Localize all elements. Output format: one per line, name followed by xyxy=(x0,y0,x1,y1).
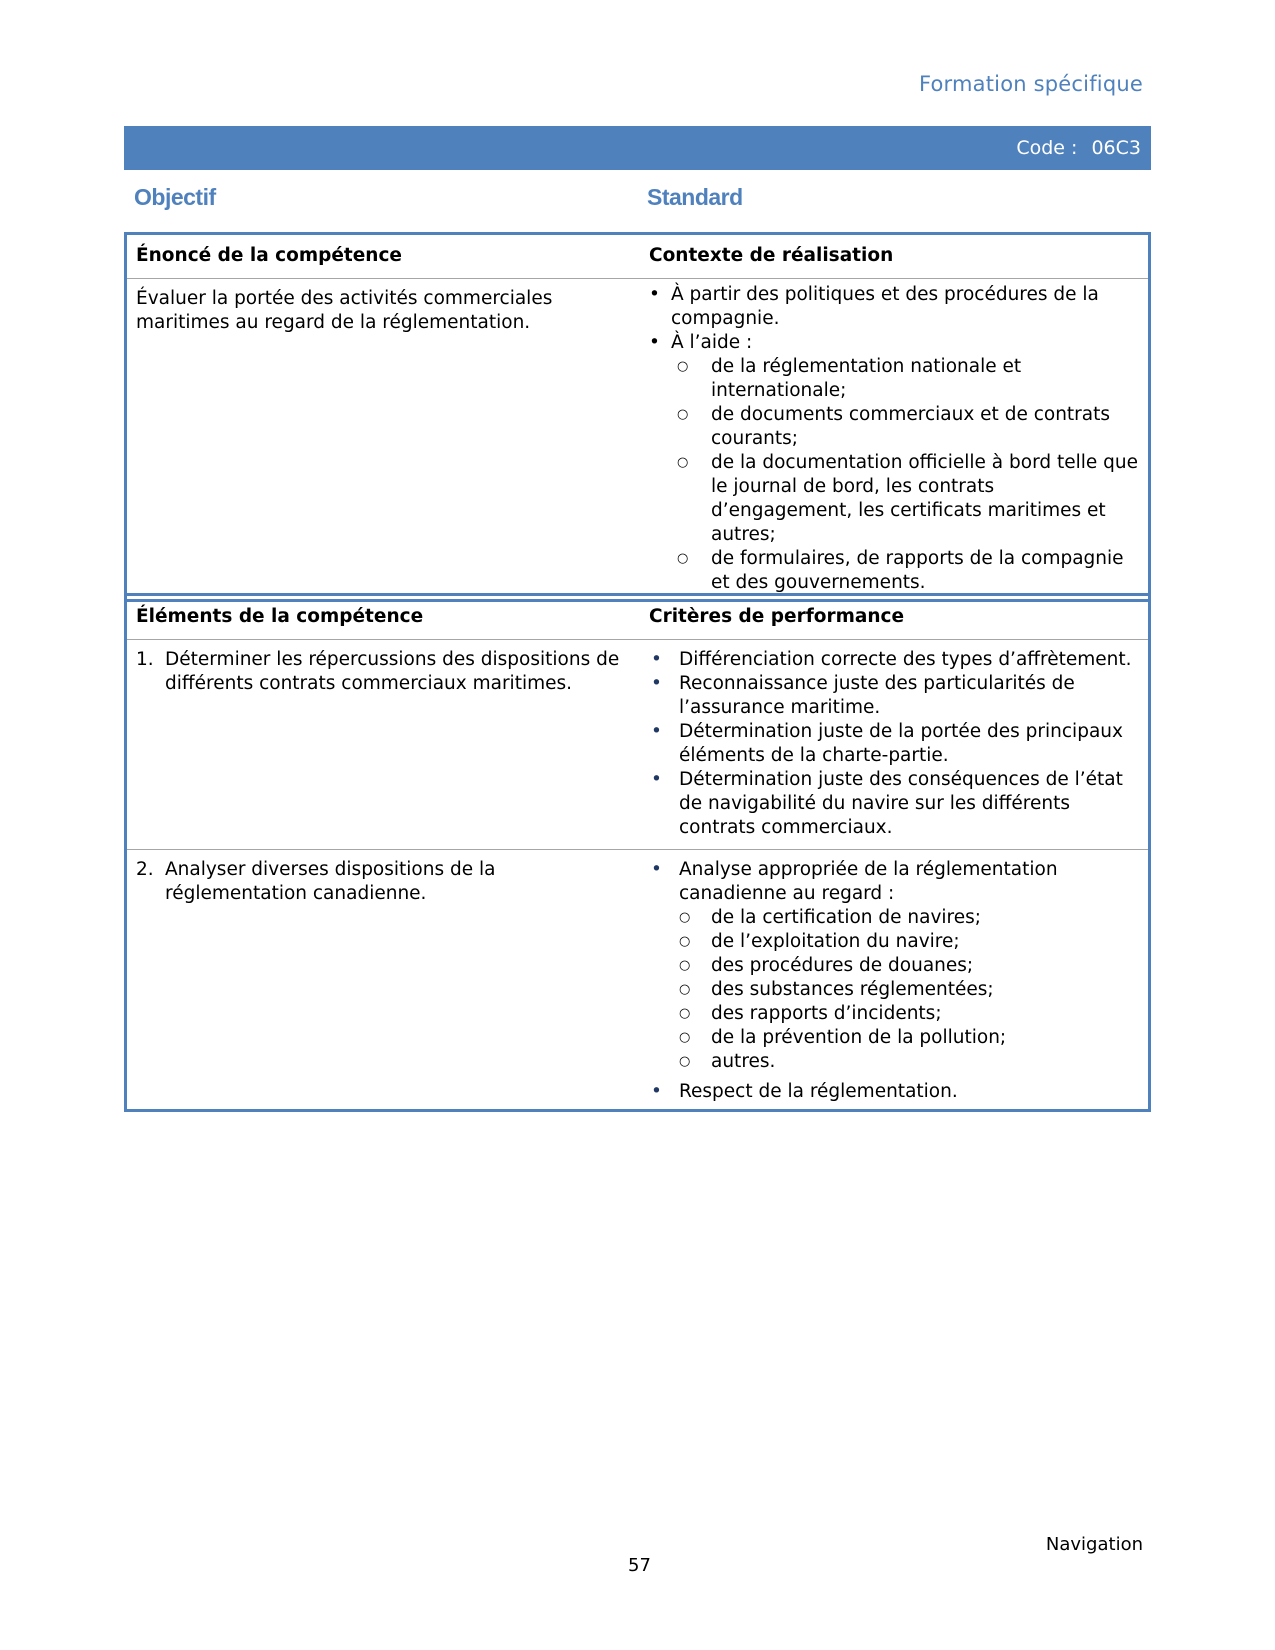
code-label: Code : xyxy=(1016,137,1078,159)
competence-statement: Évaluer la portée des activités commerciales maritimes au regard de la réglementation. xyxy=(136,288,553,333)
header-criteres: Critères de performance xyxy=(640,595,1150,640)
list-item: • Reconnaissance juste des particularités de l’assurance maritime. xyxy=(649,672,1138,720)
sub-list-item: ○ autres. xyxy=(679,1050,1138,1074)
header-elements: Éléments de la compétence xyxy=(126,595,641,640)
sub-list-item: ○ de la prévention de la pollution; xyxy=(679,1026,1138,1050)
section-objectif: Objectif xyxy=(134,184,216,210)
criteria-list-2 xyxy=(649,858,1138,1104)
sub-list-item: ○ des substances réglementées; xyxy=(679,978,1138,1002)
list-item: • Analyse appropriée de la réglementation canadienne au regard : ○ de la certification de navires; ○ de l’exploitation du navire; ○ des procédures de douanes; ○ des substances réglementées; ○ des rapports d’incidents; ○ de la prévention de la pollution; ○ autres. xyxy=(649,858,1138,1074)
criteria-list-1 xyxy=(649,648,1138,840)
header-contexte: Contexte de réalisation xyxy=(640,234,1150,279)
sub-list xyxy=(649,355,1138,595)
document-title: Formation spécifique xyxy=(918,72,1143,96)
sub-list-item: ○ des procédures de douanes; xyxy=(679,954,1138,978)
header-enonce: Énoncé de la compétence xyxy=(126,234,641,279)
sub-list-item: ○ de la réglementation nationale et internationale; xyxy=(649,355,1138,403)
list-item: • Respect de la réglementation. xyxy=(649,1080,1138,1104)
page-number: 57 xyxy=(628,1555,651,1576)
sub-list-item: ○ de documents commerciaux et de contrats courants; xyxy=(649,403,1138,451)
element-1: 1. Déterminer les répercussions des dispositions de différents contrats commerciaux maritimes. xyxy=(136,649,620,694)
sub-list-item: ○ de la certification de navires; xyxy=(679,906,1138,930)
competence-table xyxy=(124,232,1151,602)
code-label-group xyxy=(1016,137,1141,159)
sub-list xyxy=(679,906,1138,1074)
performance-table xyxy=(124,593,1151,1112)
element-2: 2. Analyser diverses dispositions de la réglementation canadienne. xyxy=(136,859,496,904)
sub-list-item: ○ de la documentation officielle à bord telle que le journal de bord, les contrats d’engagement, les certificats maritimes et autres; xyxy=(649,451,1138,547)
context-list xyxy=(649,283,1138,595)
code-value: 06C3 xyxy=(1091,137,1141,159)
list-item: • À partir des politiques et des procédures de la compagnie. xyxy=(649,283,1138,331)
list-item: • Différenciation correcte des types d’affrètement. xyxy=(649,648,1138,672)
code-banner xyxy=(124,126,1151,170)
sub-list-item: ○ de l’exploitation du navire; xyxy=(679,930,1138,954)
list-item: • Détermination juste de la portée des principaux éléments de la charte-partie. xyxy=(649,720,1138,768)
list-item: • À l’aide : ○ de la réglementation nationale et internationale; ○ de documents commerciaux et de contrats courants; ○ de la documentation officielle à bord telle que le journal de bord, les contrats d’engagement, les certificats maritimes et autres; ○ de formulaires, de rapports de la compagnie et des gouvernements. xyxy=(649,331,1138,595)
list-item: • Détermination juste des conséquences de l’état de navigabilité du navire sur les différents contrats commerciaux. xyxy=(649,768,1138,840)
sub-list-item: ○ de formulaires, de rapports de la compagnie et des gouvernements. xyxy=(649,547,1138,595)
sub-list-item: ○ des rapports d’incidents; xyxy=(679,1002,1138,1026)
navigation-link[interactable]: Navigation xyxy=(1045,1534,1143,1555)
section-standard: Standard xyxy=(647,184,743,210)
